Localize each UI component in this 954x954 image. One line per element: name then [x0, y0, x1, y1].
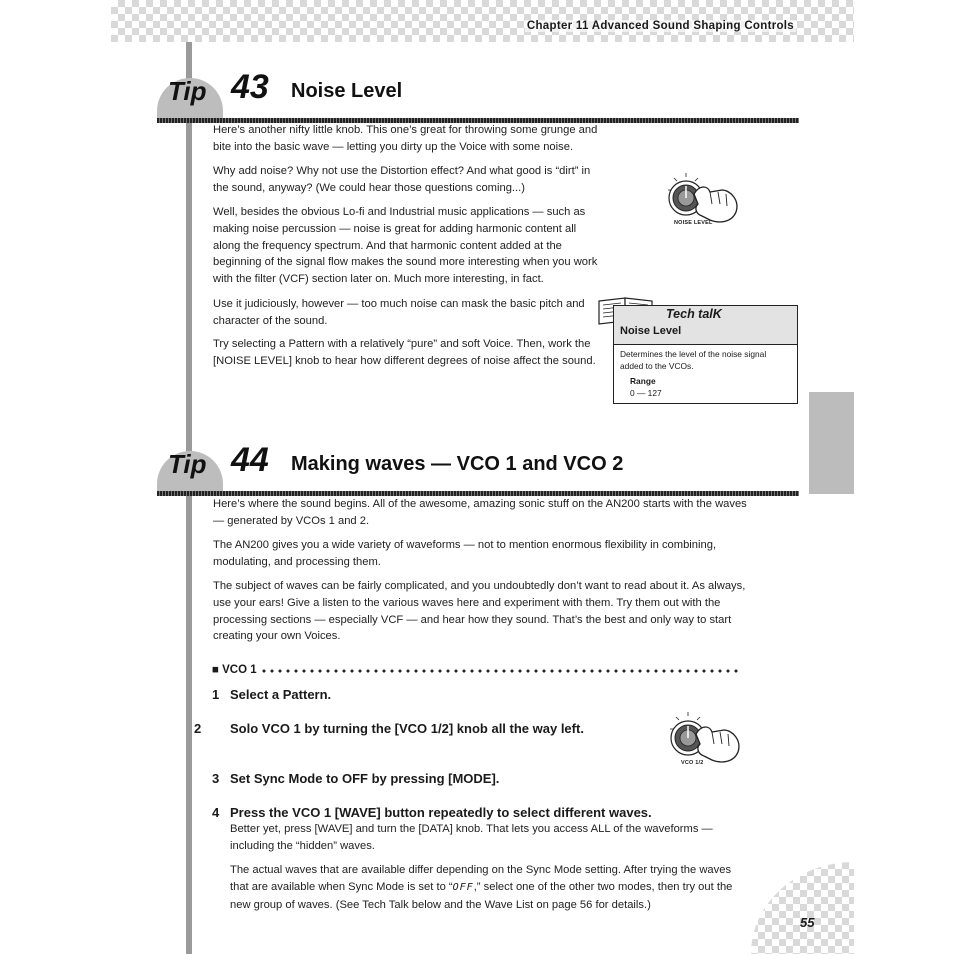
tip-label: Tip — [168, 449, 207, 479]
step-text: Select a Pattern. — [230, 687, 332, 702]
tip43-paragraph-4: Use it judiciously, however — too much noise can mask the basic pitch and character of the sound. — [213, 298, 585, 327]
noise-level-knob-label: NOISE LEVEL — [674, 220, 713, 226]
tip-label: Tip — [168, 76, 207, 106]
header-band — [111, 0, 854, 42]
step-3 — [212, 770, 632, 787]
vco1-subheading: ■ VCO 1 — [212, 664, 257, 676]
step-number: 2 — [194, 721, 202, 736]
tip-43-heading — [157, 68, 799, 124]
tip44-paragraph-1: Here’s where the sound begins. All of the awesome, amazing sonic stuff on the AN200 starts with the waves — generated by VCOs 1 and 2. — [213, 498, 747, 527]
tip43-paragraph-2: Why add noise? Why not use the Distortion effect? And what good is “dirt” in the sound, anyway? (We could hear those questions coming...) — [213, 165, 591, 194]
tip-44-heading — [157, 441, 799, 497]
chapter-title: Chapter 11 Advanced Sound Shaping Controls — [526, 20, 794, 32]
tech-talk-description: Determines the level of the noise signal added to the VCOs. — [620, 349, 767, 371]
lcd-off-text: OFF — [452, 881, 474, 893]
step4-detail-2-start: The actual waves that are available differ depending on the Sync Mode setting. After trying the waves that are available when Sync Mode is set to “ — [230, 864, 732, 893]
tech-talk-parameter: Noise Level — [620, 325, 682, 337]
page-spine-bar — [186, 42, 192, 954]
tech-talk-range-label: Range — [630, 376, 656, 386]
tip-number: 44 — [231, 441, 269, 479]
tech-talk-header — [614, 306, 797, 345]
step-number: 1 — [212, 687, 220, 702]
tip-title: Making waves — VCO 1 and VCO 2 — [291, 453, 624, 475]
tip-number: 43 — [231, 68, 269, 106]
corner-decoration — [751, 862, 854, 954]
step-4 — [212, 804, 752, 821]
tip44-paragraph-3: The subject of waves can be fairly complicated, and you undoubtedly don’t want to read about it. As always, use your ears! Give a listen to the various waves here and experiment with them. Try them out with the processing sections — especially VCF — and hear how they sound. That’s the best and only way to start creating your own Voices. — [213, 580, 746, 643]
page-number: 55 — [800, 915, 815, 930]
tip-title: Noise Level — [291, 80, 403, 102]
tip44-paragraph-2: The AN200 gives you a wide variety of waveforms — not to mention enormous flexibility in combining, modulating, and processing them. — [213, 539, 717, 568]
tech-talk-range-value: 0 — 127 — [630, 388, 662, 398]
chapter-side-tab — [809, 392, 854, 494]
step4-detail-2-end: ,” select one of the other two modes, then try out the new group of waves. (See Tech Talk below and the Wave List on page 56 for details.) — [230, 880, 733, 911]
vco-knob-icon — [664, 710, 744, 768]
step-text: Set Sync Mode to OFF by pressing [MODE]. — [230, 771, 500, 786]
tip43-paragraph-3: Well, besides the obvious Lo-fi and Industrial music applications — such as making noise percussion — noise is great for adding harmonic content all along the frequency spectrum. And that harmonic content added at the beginning of the signal flow makes the sound more interesting when you work with the filter (VCF) section later on. Much more interesting, in fact. — [213, 206, 598, 286]
step-number: 3 — [212, 771, 220, 786]
step-text: Solo VCO 1 by turning the [VCO 1/2] knob all the way left. — [230, 721, 584, 736]
tip43-paragraph-1: Here’s another nifty little knob. This one’s great for throwing some grunge and bite into the basic wave — letting you dirty up the Voice with some noise. — [213, 124, 598, 153]
tech-talk-title: Tech talK — [666, 307, 722, 321]
tip43-paragraph-5: Try selecting a Pattern with a relatively “pure” and soft Voice. Then, work the [NOISE LEVEL] knob to hear how different degrees of noise affect the sound. — [213, 338, 596, 367]
step-text: Press the VCO 1 [WAVE] button repeatedly to select different waves. — [230, 805, 652, 820]
step4-detail-2 — [230, 862, 745, 913]
step-2 — [194, 720, 630, 737]
step-number: 4 — [212, 805, 220, 820]
step-1 — [212, 686, 632, 703]
step4-detail-1: Better yet, press [WAVE] and turn the [DATA] knob. That lets you access ALL of the waveforms — including the “hidden” waves. — [230, 823, 713, 852]
tech-talk-box — [613, 305, 798, 404]
dotted-leader — [260, 669, 742, 673]
vco-knob-label: VCO 1/2 — [681, 760, 704, 766]
